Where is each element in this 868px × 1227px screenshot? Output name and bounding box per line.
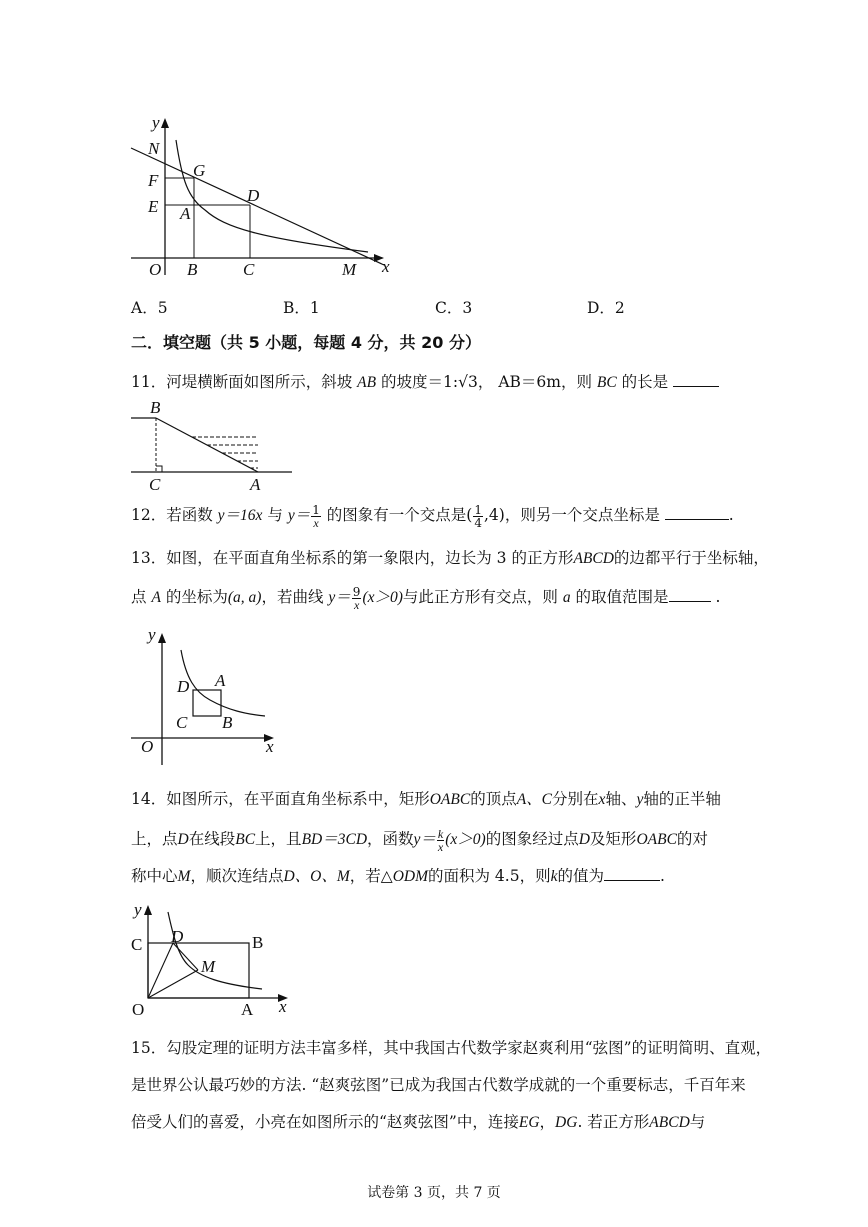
q13-label-y: y: [148, 625, 156, 644]
q14-x: x: [598, 791, 606, 808]
q10-choice-a: A．5: [131, 299, 168, 317]
q13-point-a: A: [151, 589, 161, 606]
q12-period: .: [728, 506, 734, 524]
q14-line1-i: 轴的正半轴: [643, 790, 721, 808]
q15-line1: 15．勾股定理的证明方法丰富多样，其中我国古代数学家赵爽利用“弦图”的证明简明、直观，: [131, 1039, 772, 1057]
q15-line3-g: 与: [689, 1113, 706, 1131]
q14-domain: (x＞0): [445, 831, 486, 848]
q13-line2-h: 与此正方形有交点，则: [402, 588, 558, 606]
q14-label-d: D: [171, 927, 184, 946]
q10-label-b: B: [187, 260, 198, 279]
q14-label-c: C: [131, 935, 143, 954]
q14-odm: ODM: [392, 868, 428, 885]
q10-label-g: G: [193, 161, 206, 180]
page-footer: 试卷第 3 页，共 7 页: [367, 1185, 501, 1201]
q14-func-lhs: y＝: [413, 831, 436, 848]
q11-text-f: 的长是: [621, 373, 669, 391]
q13-label-a: A: [215, 671, 226, 690]
q14-line3-e: ，若△: [349, 867, 393, 885]
q13-curve-lhs: y＝: [328, 589, 351, 606]
q11-label-a: A: [250, 475, 261, 494]
q14-m: M: [177, 868, 191, 885]
q14-d: D: [177, 831, 189, 848]
q13-label-x: x: [266, 737, 274, 756]
q14-y-arrow: [144, 905, 152, 915]
q14-line1-e: 分别在: [552, 790, 599, 808]
q11-bc: BC: [596, 374, 617, 391]
q14-line2-a: 上，点: [131, 830, 178, 848]
q12-func1: y＝16x: [217, 507, 263, 524]
q13-period: .: [715, 588, 721, 606]
q10-label-x: x: [382, 257, 390, 276]
q14-points-ac: A、C: [516, 791, 553, 808]
q15-line3: [131, 1110, 705, 1132]
q11-text-d: AB＝6m，则: [498, 373, 592, 391]
q14-bc: BC: [235, 831, 256, 848]
q13-line2-a: 点: [131, 588, 147, 606]
q12-func2-lhs: y＝: [287, 507, 311, 524]
q14-period: .: [659, 867, 665, 885]
q14-line2-j: 的图象经过点: [485, 830, 579, 848]
q14-line2-e: 上，且: [255, 830, 302, 848]
q13-line1-c: 的边都平行于坐标轴，: [613, 549, 769, 567]
q14-ratio: BD＝3CD: [301, 831, 368, 848]
q14-label-x: x: [279, 997, 287, 1016]
q10-label-o: O: [149, 260, 162, 279]
q11-text-a: 11．河堤横断面如图所示，斜坡: [131, 373, 353, 391]
q10-label-n: N: [148, 139, 160, 158]
q15-eg: EG: [518, 1114, 540, 1131]
q11-ab: AB: [357, 374, 377, 391]
q10-choice-d: D．2: [587, 299, 625, 317]
q14-dom: D、O、M: [283, 868, 350, 885]
q14-line3-a: 称中心: [131, 867, 178, 885]
q13-line2-e: ，若曲线: [261, 588, 324, 606]
q15-line3-a: 倍受人们的喜爱，小亮在如图所示的“赵爽弦图”中，连接: [131, 1113, 519, 1131]
q14-label-m: M: [201, 957, 216, 976]
q14-om: [148, 970, 198, 998]
section-title: 二．填空题（共 5 小题，每题 4 分，共 20 分）: [131, 333, 481, 352]
q13-label-c: C: [176, 713, 188, 732]
q14-od: [148, 943, 173, 998]
q14-line2-l: 及矩形: [589, 830, 637, 848]
q10-label-y: y: [152, 113, 160, 132]
q14-hyperbola: [168, 912, 262, 989]
q14-line1-c: 的顶点: [470, 790, 517, 808]
q10-choice-b: B．1: [283, 299, 320, 317]
q14-label-y: y: [134, 900, 142, 919]
q11-label-b: B: [150, 398, 161, 417]
q13-label-b: B: [222, 713, 233, 732]
q13-line1-a: 13．如图，在平面直角坐标系的第一象限内，边长为 3 的正方形: [131, 549, 574, 567]
q14-line1-a: 14．如图所示，在平面直角坐标系中，矩形: [131, 790, 430, 808]
q14-oabc: OABC: [429, 791, 471, 808]
q14-line3-g: 的面积为 4.5，则: [428, 867, 551, 885]
q15-line2: 是世界公认最巧妙的方法. “赵爽弦图”已成为我国古代数学成就的一个重要标志，千百年来: [131, 1076, 746, 1094]
q11-text-c: 的坡度＝1:√3，: [381, 373, 494, 391]
q14-line2-c: 在线段: [188, 830, 236, 848]
q14-y: y: [636, 791, 644, 808]
q13-frac: $\frac{9}{x}$: [352, 584, 361, 612]
q12-text-c: 与: [267, 506, 283, 524]
q14-line2-n: 的对: [676, 830, 708, 848]
q14-line2-g: ，函数: [367, 830, 414, 848]
q10-label-e: E: [148, 197, 159, 216]
q14-frac: $\frac{k}{x}$: [437, 826, 444, 854]
q15-line3-c: ，: [539, 1113, 556, 1131]
q13-line2-c: 的坐标为: [165, 588, 228, 606]
q15-line3-e: . 若正方形: [577, 1113, 650, 1131]
q14-line1-g: 轴、: [605, 790, 637, 808]
q15-abcd: ABCD: [649, 1114, 690, 1131]
q13-domain: (x＞0): [362, 589, 403, 606]
q10-choice-c: C．3: [435, 299, 473, 317]
q12-text-e: 的图象有一个交点是(: [326, 506, 473, 524]
q11-label-c: C: [149, 475, 161, 494]
q14-line3-c: ，顺次连结点: [190, 867, 284, 885]
q14-label-a: A: [241, 1000, 254, 1019]
q14-oabc2: OABC: [636, 831, 677, 848]
q14-d2: D: [578, 831, 590, 848]
q10-label-m: M: [342, 260, 357, 279]
q14-label-b: B: [252, 933, 264, 952]
q15-dg: DG: [555, 1114, 578, 1131]
q10-label-a: A: [180, 204, 191, 223]
q12-frac1: $\frac{1}{x}$: [312, 502, 320, 530]
q12-text-a: 12．若函数: [131, 506, 213, 524]
q13-abcd: ABCD: [573, 550, 614, 567]
q14-dm: [173, 943, 198, 970]
q13-label-o: O: [141, 737, 154, 756]
q13-label-d: D: [177, 677, 190, 696]
q13-var-a: a: [562, 589, 571, 606]
q14-k: k: [550, 868, 558, 885]
q13-coord: (a, a): [227, 589, 262, 606]
q10-label-d: D: [247, 186, 260, 205]
q10-label-c: C: [243, 260, 255, 279]
q13-line2-j: 的取值范围是: [575, 588, 669, 606]
q12-frac2: $\frac{1}{4}$: [474, 502, 482, 530]
q14-line3-i: 的值为: [557, 867, 604, 885]
q14-label-o: O: [132, 1000, 145, 1019]
q12-text-f: ,4)，则另一个交点坐标是: [484, 506, 660, 524]
q10-label-f: F: [148, 171, 159, 190]
